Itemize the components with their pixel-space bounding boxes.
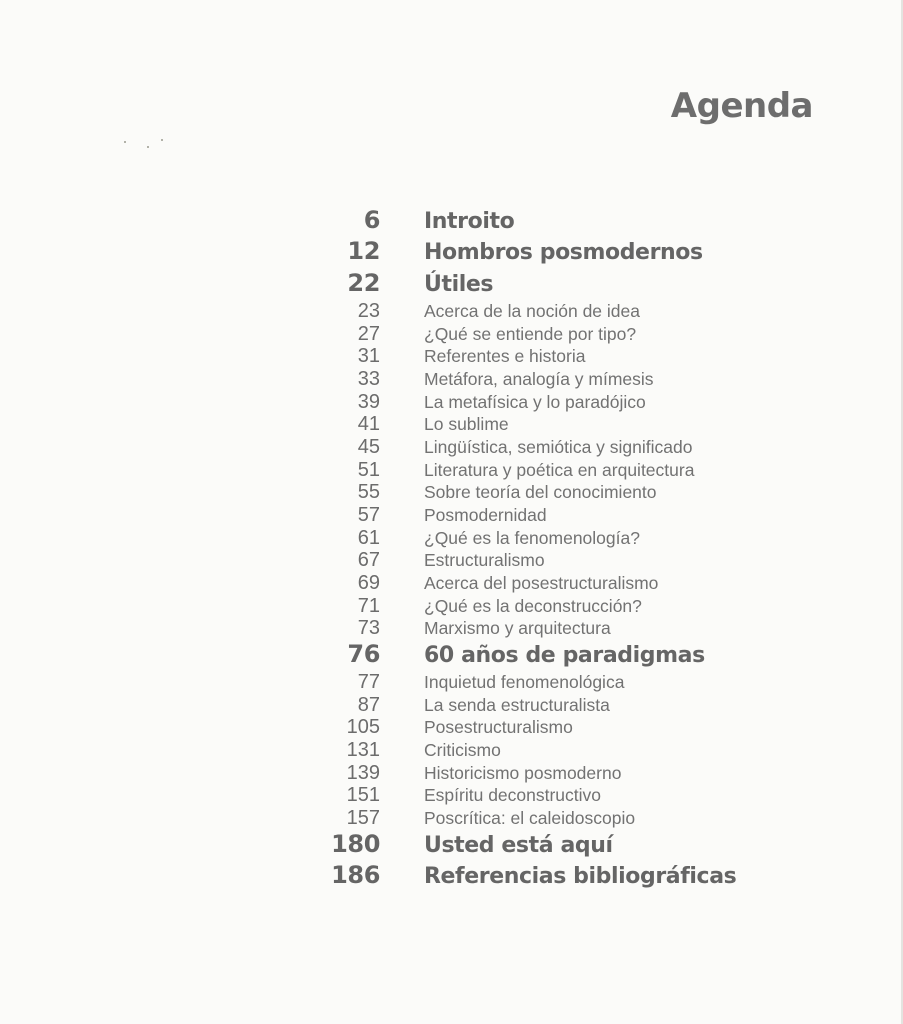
toc-page-number: 87	[357, 693, 380, 716]
toc-page-number: 27	[357, 322, 380, 345]
toc-entry-title: Acerca del posestructuralismo	[424, 572, 659, 593]
paper-speck	[124, 141, 126, 143]
toc-entry-title: Introito	[424, 209, 515, 234]
toc-page-number: 77	[357, 671, 380, 694]
toc-subsection-entry	[300, 368, 770, 391]
toc-entry-title: Inquietud fenomenológica	[424, 672, 625, 693]
toc-page-number: 180	[331, 829, 380, 858]
toc-subsection-entry	[300, 716, 770, 739]
toc-subsection-entry	[300, 762, 770, 785]
toc-page-number: 67	[357, 549, 380, 572]
toc-entry-title: Lingüística, semiótica y significado	[424, 437, 693, 458]
toc-subsection-entry	[300, 807, 770, 830]
table-of-contents	[300, 206, 770, 892]
toc-page-number: 55	[357, 481, 380, 504]
toc-subsection-entry	[300, 436, 770, 459]
toc-page-number: 71	[357, 594, 380, 617]
toc-section-entry	[300, 269, 770, 300]
toc-entry-title: Acerca de la noción de idea	[424, 301, 640, 322]
toc-page-number: 105	[346, 716, 380, 739]
toc-subsection-entry	[300, 617, 770, 640]
toc-subsection-entry	[300, 527, 770, 550]
toc-entry-title: Metáfora, analogía y mímesis	[424, 369, 654, 390]
paper-speck	[161, 139, 163, 141]
toc-entry-title: ¿Qué es la fenomenología?	[424, 527, 640, 548]
toc-page-number: 45	[357, 436, 380, 459]
toc-page-number: 76	[347, 639, 380, 668]
toc-page-number: 51	[357, 458, 380, 481]
toc-entry-title: Hombros posmodernos	[424, 240, 703, 266]
toc-entry-title: Usted está aquí	[424, 832, 613, 858]
toc-entry-title: Referencias bibliográficas	[424, 864, 737, 890]
toc-page-number: 73	[357, 617, 380, 640]
toc-section-entry	[300, 861, 770, 892]
toc-page-number: 151	[346, 784, 380, 807]
toc-subsection-entry	[300, 739, 770, 762]
toc-subsection-entry	[300, 572, 770, 595]
toc-subsection-entry	[300, 391, 770, 414]
toc-page-number: 23	[357, 300, 380, 323]
toc-subsection-entry	[300, 504, 770, 527]
toc-page-number: 61	[357, 526, 380, 549]
toc-subsection-entry	[300, 595, 770, 618]
toc-page-number: 157	[346, 807, 380, 830]
toc-entry-title: Marxismo y arquitectura	[424, 618, 611, 639]
toc-entry-title: Sobre teoría del conocimiento	[424, 482, 657, 503]
toc-entry-title: La senda estructuralista	[424, 694, 610, 715]
toc-entry-title: Espíritu deconstructivo	[424, 785, 602, 806]
toc-subsection-entry	[300, 459, 770, 482]
toc-subsection-entry	[300, 323, 770, 346]
toc-subsection-entry	[300, 549, 770, 572]
toc-subsection-entry	[300, 694, 770, 717]
toc-entry-title: Útiles	[424, 271, 494, 297]
toc-page-number: 22	[347, 268, 380, 297]
toc-page-number: 33	[357, 368, 380, 391]
toc-entry-title: 60 años de paradigmas	[424, 642, 705, 668]
toc-page-number: 57	[357, 503, 380, 526]
toc-subsection-entry	[300, 671, 770, 694]
toc-page-number: 12	[347, 237, 380, 266]
toc-subsection-entry	[300, 413, 770, 436]
toc-subsection-entry	[300, 481, 770, 504]
toc-entry-title: Literatura y poética en arquitectura	[424, 459, 695, 480]
toc-entry-title: Criticismo	[424, 740, 501, 761]
toc-page-number: 6	[363, 206, 380, 234]
toc-entry-title: Poscrítica: el caleidoscopio	[424, 808, 636, 829]
toc-entry-title: ¿Qué es la deconstrucción?	[424, 595, 642, 616]
toc-page-number: 131	[346, 739, 380, 762]
toc-entry-title: Posestructuralismo	[424, 717, 573, 738]
paper-speck	[147, 146, 149, 148]
toc-entry-title: Referentes e historia	[424, 346, 586, 367]
toc-subsection-entry	[300, 345, 770, 368]
toc-entry-title: ¿Qué se entiende por tipo?	[424, 323, 637, 344]
toc-page-number: 31	[357, 345, 380, 368]
toc-entry-title: Estructuralismo	[424, 550, 545, 571]
toc-entry-title: Historicismo posmoderno	[424, 762, 622, 783]
toc-page-number: 69	[357, 571, 380, 594]
toc-page-number: 39	[357, 390, 380, 413]
toc-entry-title: Lo sublime	[424, 414, 509, 435]
toc-section-entry	[300, 830, 770, 861]
toc-section-entry	[300, 237, 770, 268]
toc-page-number: 139	[346, 761, 380, 784]
toc-entry-title: La metafísica y lo paradójico	[424, 391, 646, 412]
toc-section-entry	[300, 206, 770, 237]
toc-subsection-entry	[300, 784, 770, 807]
toc-entry-title: Posmodernidad	[424, 504, 547, 525]
toc-section-entry	[300, 640, 770, 671]
toc-subsection-entry	[300, 300, 770, 323]
toc-page-number: 41	[357, 413, 380, 436]
page-title: Agenda	[670, 86, 813, 126]
toc-page-number: 186	[331, 861, 380, 890]
